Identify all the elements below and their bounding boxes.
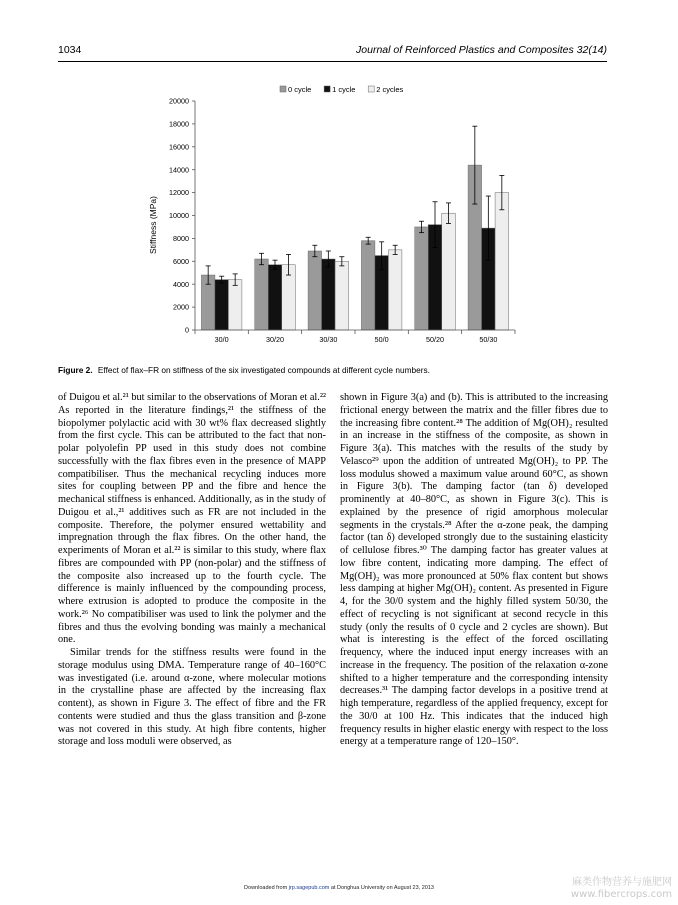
journal-title: Journal of Reinforced Plastics and Composites 32(14) (356, 44, 607, 56)
footer-link[interactable]: jrp.sagepub.com (288, 885, 330, 891)
y-tick-label: 6000 (173, 256, 189, 266)
bar (255, 259, 269, 330)
header-rule (58, 61, 607, 62)
caption-text: Effect of flax–FR on stiffness of the six investigated compounds at different cycle numbers. (97, 365, 430, 375)
stiffness-bar-chart (140, 80, 530, 350)
bar (268, 265, 282, 330)
y-tick-label: 20000 (169, 96, 189, 106)
right-paragraph-1: shown in Figure 3(a) and (b). This is attributed to the increasing frictional energy between the matrix and the filler fibres due to the increasing fibre content.²⁸ The addition of Mg(OH)₂ resulted in an increase in the stiffness of the composite, as shown in Figure 3(a). This matches with the results of the study by Velasco²⁹ upon the addition of untreated Mg(OH)₂ to PP. The loss modulus showed a maximum value around 60°C, as shown in Figure 3(b). The damping factor (tan δ) developed prominently at 40–80°C, as shown in Figure 3(c). This is explained by the presence of rigid amorphous molecular segments in the crystals.²⁸ After the α-zone peak, the damping factor (tan δ) developed strongly due to the sustaining elasticity of cellulose fibres.³⁰ The damping factor has greater values at low fibre content, indicating more damping. The effect of Mg(OH)₂ was more pronounced at 50% flax content but shows less damping at higher Mg(OH)₂ content. As presented in Figure 4, for the 30/0 system and the highly filled system 50/30, the effect of recycling is not significant at second recycle in this study (only the results of 0 cycle and 2 cycles are shown). But what is interesting is the effect of the forced oscillating frequency, where the induced input energy increases with an increase in the frequency. The position of the relaxation α-zone shifted to a higher temperature and the corresponding intensity decreases.³¹ The damping factor develops in a positive trend at high temperature, regardless of the applied frequency, except for the 30/0 at 100 Hz. This indicates that the induced high frequency results in higher elastic energy with respect to the loss energy at a temperature range of 120–150°. (340, 392, 608, 748)
y-axis-label: Stiffness (MPa) (148, 196, 158, 254)
bar-series (201, 126, 508, 330)
bar (442, 213, 456, 330)
legend-label: 1 cycle (332, 85, 356, 94)
y-tick-label: 0 (185, 325, 189, 335)
page-number: 1034 (58, 44, 82, 56)
y-tick-label: 12000 (169, 188, 189, 198)
footer-prefix: Downloaded from (244, 885, 289, 891)
bar (335, 261, 349, 330)
y-tick-label: 14000 (169, 165, 189, 175)
x-tick-label: 30/0 (214, 335, 229, 344)
left-column (58, 392, 326, 749)
legend-label: 2 cycles (376, 85, 404, 94)
figure-caption (58, 365, 607, 375)
y-tick-label: 2000 (173, 302, 189, 312)
bar (361, 241, 375, 330)
x-tick-label: 50/30 (479, 335, 498, 344)
y-tick-label: 10000 (169, 211, 189, 221)
y-tick-label: 18000 (169, 119, 189, 129)
bar (228, 280, 242, 330)
bar (322, 259, 336, 330)
x-tick-label: 50/20 (426, 335, 444, 344)
bar (215, 280, 229, 330)
footer-suffix: at Donghua University on August 23, 2013 (329, 885, 434, 891)
y-tick-label: 4000 (173, 279, 189, 289)
chart-legend (280, 85, 404, 94)
y-axis (169, 97, 195, 335)
x-tick-label: 30/20 (266, 335, 284, 344)
bar (308, 251, 322, 330)
y-tick-label: 16000 (169, 142, 189, 152)
bar (388, 250, 402, 330)
x-tick-label: 30/30 (319, 335, 338, 344)
y-tick-label: 8000 (173, 234, 189, 243)
legend-label: 0 cycle (288, 85, 312, 94)
left-paragraph-2: Similar trends for the stiffness results were found in the storage modulus using DMA. Temperature range of 40–160°C was investigated (i.e. around α-zone, where molecular motions in the crystalline phase are affected by the increasing flax content), as shown in Figure 3. The effect of fibre and the FR contents were studied and thus the glass transition and β-zone was not covered in this study. At high fibre contents, higher storage and loss moduli were observed, as (58, 647, 326, 748)
legend-swatch (280, 86, 286, 92)
right-column (340, 392, 608, 749)
watermark (532, 877, 672, 901)
left-paragraph-1: of Duigou et al.²¹ but similar to the observations of Moran et al.²² As reported in the literature findings,²¹ the stiffness of the biopolymer polylactic acid with 30 wt% flax decreased slightly from the first cycle. This can be attributed to the fact that non-polar polyolefin PP used in this study does not combine successfully with the flax fibres even in the presence of MAPP compatibiliser. Thus the mechanical recycling induces more sites for coupling between PP and the fibre and hence the mechanical stiffness is enhanced. Additionally, as in the study of Duigou et al.,²¹ additives such as FR are not included in the composite. Therefore, the polymer ensured wettability and impregnation through the flax fibres. On the other hand, the experiments of Moran et al.²² is similar to this study, where flax fibres are compounded with PP (non-polar) and the stiffness of the composite also increased up to the fourth cycle. The difference is mainly influenced by the compounding process, where extrusion is adopted to produce the composite in the work.²⁶ No compatibiliser was used to link the polymer and the fibres and thus the evolving bonding was mainly a mechanical one. (58, 392, 327, 646)
legend-swatch (324, 86, 330, 92)
bar (495, 193, 509, 330)
x-tick-label: 50/0 (374, 335, 389, 344)
bar (415, 227, 429, 330)
x-axis (195, 330, 515, 344)
watermark-line-2: www.fibercrops.com (570, 889, 672, 900)
running-header (58, 44, 607, 58)
caption-label: Figure 2. (58, 365, 93, 375)
watermark-line-1: 麻类作物营养与施肥网 (572, 877, 672, 888)
legend-swatch (368, 86, 374, 92)
